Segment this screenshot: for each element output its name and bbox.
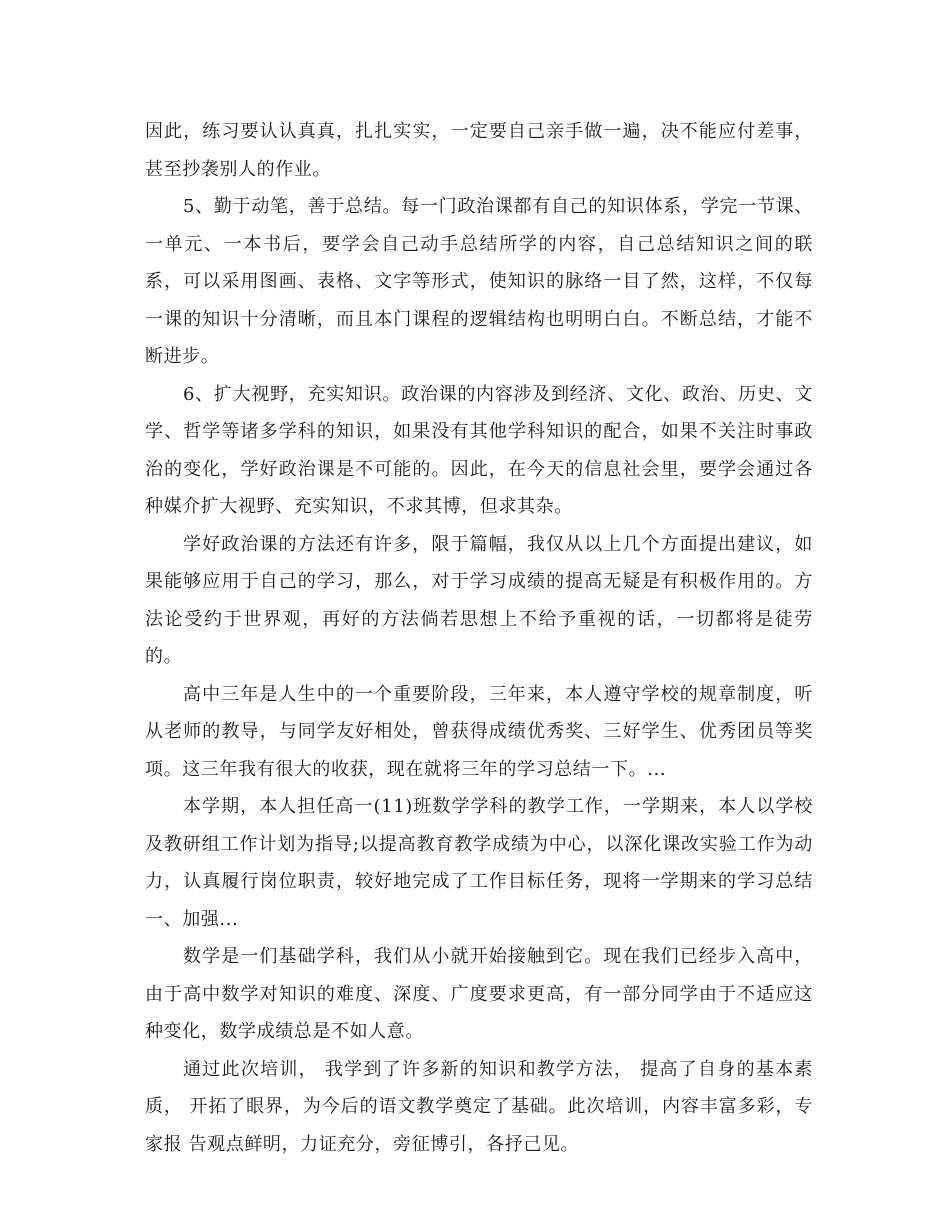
paragraph-7: 数学是一们基础学科，我们从小就开始接触到它。现在我们已经步入高中，由于高中数学对知识的难度、深度、广度要求更高，有一部分同学由于不适应这种变化，数学成绩总是不如人意。 [145,946,813,1042]
paragraph-4: 学好政治课的方法还有许多，限于篇幅，我仅从以上几个方面提出建议，如果能够应用于自己的学习，那么，对于学习成绩的提高无疑是有积极作用的。方法论受约于世界观，再好的方法倘若思想上不给予重视的话，一切都将是徒劳的。 [145,533,813,667]
paragraph-6: 本学期，本人担任高一(11)班数学学科的教学工作，一学期来，本人以学校及教研组工作计划为指导;以提高教育教学成绩为中心，以深化课改实验工作为动力，认真履行岗位职责，较好地完成了工作目标任务，现将一学期来的学习总结一、加强... [145,796,813,930]
paragraph-3: 6、扩大视野，充实知识。政治课的内容涉及到经济、文化、政治、历史、文学、哲学等诸多学科的知识，如果没有其他学科知识的配合，如果不关注时事政治的变化，学好政治课是不可能的。因此，在今天的信息社会里，要学会通过各种媒介扩大视野、充实知识，不求其博，但求其杂。 [145,383,813,517]
paragraph-8: 通过此次培训， 我学到了许多新的知识和教学方法， 提高了自身的基本素质， 开拓了眼界，为今后的语文教学奠定了基础。此次培训，内容丰富多彩，专家报 告观点鲜明，力证充分，旁征博引，各抒己见。 [145,1058,813,1155]
paragraph-1: 因此，练习要认认真真，扎扎实实，一定要自己亲手做一遍，决不能应付差事，甚至抄袭别人的作业。 [145,121,813,180]
paragraph-2: 5、勤于动笔，善于总结。每一门政治课都有自己的知识体系，学完一节课、一单元、一本书后，要学会自己动手总结所学的内容，自己总结知识之间的联系，可以采用图画、表格、文字等形式，使知识的脉络一目了然，这样，不仅每一课的知识十分清晰，而且本门课程的逻辑结构也明明白白。不断总结，才能不断进步。 [145,196,813,367]
paragraph-5: 高中三年是人生中的一个重要阶段，三年来，本人遵守学校的规章制度，听从老师的教导，与同学友好相处，曾获得成绩优秀奖、三好学生、优秀团员等奖项。这三年我有很大的收获，现在就将三年的学习总结一下。... [145,683,813,780]
document-body [145,113,813,1163]
